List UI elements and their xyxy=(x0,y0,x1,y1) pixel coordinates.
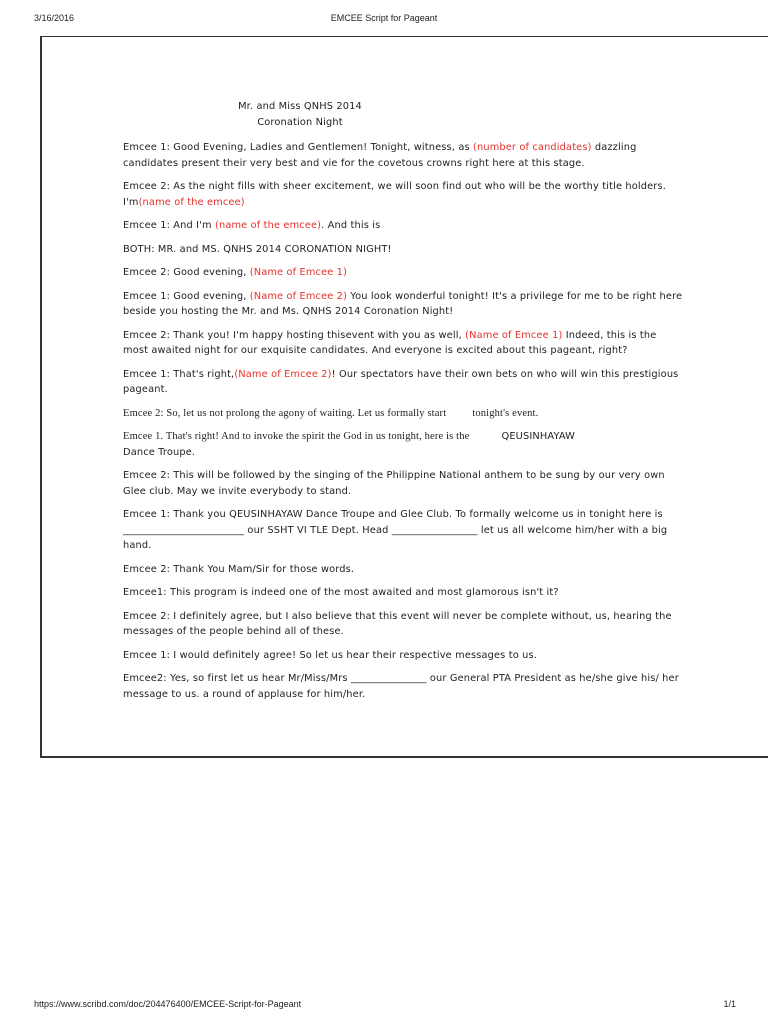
paragraph-text: Emcee 1: That's right, xyxy=(123,368,235,380)
script-paragraph: Emcee 2: This will be followed by the singing of the Philippine National anthem to be sung by our very own Glee club. May we invite everybody to stand. xyxy=(123,470,665,497)
paragraph-text: Emcee 2: As the night fills with sheer excitement, we will soon find out who will be the worthy title holders. I'm xyxy=(123,181,667,208)
document-title: Mr. and Miss QNHS 2014 xyxy=(238,101,362,112)
placeholder-text: (Name of Emcee 2) xyxy=(234,368,332,380)
print-page-number: 1/1 xyxy=(723,999,736,1009)
script-paragraph: Emcee 1: Thank you QEUSINHAYAW Dance Troupe and Glee Club. To formally welcome us in tonight here is ________________________ our SSHT VI TLE Dept. Head _________________ let us all welcome him/her with a big hand. xyxy=(123,509,668,551)
paragraph-text: Dance Troupe. xyxy=(123,446,196,458)
placeholder-text: (Name of Emcee 2) xyxy=(249,290,348,302)
document-subtitle: Coronation Night xyxy=(257,116,343,128)
paragraph-text: ! Our spectators have their own bets on who will win this prestigious pageant. xyxy=(123,368,679,395)
script-paragraph xyxy=(123,328,683,359)
paragraph-text: Emcee 1: And I'm xyxy=(123,220,215,231)
paragraph-text: Emcee 1: Good Evening, Ladies and Gentlemen! Tonight, witness, as xyxy=(123,142,473,153)
script-paragraph xyxy=(123,406,683,422)
script-paragraph: Emcee1: This program is indeed one of the most awaited and most glamorous isn't it? xyxy=(123,587,559,598)
placeholder-text: (name of the emcee) xyxy=(214,220,322,231)
script-paragraph xyxy=(123,140,683,171)
script-paragraph xyxy=(123,429,683,460)
placeholder-text: (number of candidates) xyxy=(473,142,592,153)
placeholder-text: (Name of Emcee 1) xyxy=(249,267,348,278)
print-header-title: EMCEE Script for Pageant xyxy=(330,13,438,23)
paragraph-text: Emcee 2: So, let us not prolong the agony of waiting. Let us formally start xyxy=(123,407,447,419)
paragraph-text: Indeed, this is the most awaited night for our exquisite candidates. And everyone is excited about this pageant, right? xyxy=(123,329,657,356)
paragraph-text: Emcee 1: Good evening, xyxy=(123,290,250,302)
script-paragraph: Emcee 1: I would definitely agree! So let us hear their respective messages to us. xyxy=(123,649,537,661)
script-paragraph: Emcee 2: Thank You Mam/Sir for those words. xyxy=(123,563,355,575)
paragraph-text: You look wonderful tonight! It's a privilege for me to be right here beside you hosting the Mr. and Ms. QNHS 2014 Coronation Night! xyxy=(123,290,683,317)
document-content xyxy=(123,99,683,710)
script-paragraph xyxy=(123,218,683,234)
script-paragraph xyxy=(123,179,683,210)
paragraph-text: dazzling candidates present their very best and vie for the covetous crowns right here at this stage. xyxy=(123,142,637,169)
paragraph-text: tonight's event. xyxy=(472,407,539,419)
placeholder-text: (name of the emcee) xyxy=(138,196,245,208)
print-date: 3/16/2016 xyxy=(34,13,75,23)
script-paragraph xyxy=(123,289,683,320)
script-paragraph: Emcee2: Yes, so first let us hear Mr/Miss/Mrs _______________ our General PTA President as he/she give his/ her message to us. a round of applause for him/her. xyxy=(123,673,679,700)
script-paragraph: Emcee 2: I definitely agree, but I also believe that this event will never be complete without, us, hearing the messages of the people behind all of these. xyxy=(123,610,672,637)
paragraph-text: Emcee 1. That's right! And to invoke the spirit the God in us tonight, here is the xyxy=(123,431,470,442)
print-footer-url: https://www.scribd.com/doc/204476400/EMCEE-Script-for-Pageant xyxy=(34,999,302,1009)
paragraph-text: Emcee 2: Thank you! I'm happy hosting thisevent with you as well, xyxy=(123,329,466,341)
paragraph-text: QEUSINHAYAW xyxy=(501,431,575,442)
placeholder-text: (Name of Emcee 1) xyxy=(465,329,563,341)
script-paragraph: BOTH: MR. and MS. QNHS 2014 CORONATION NIGHT! xyxy=(123,243,392,255)
script-paragraph xyxy=(123,367,683,398)
script-paragraph xyxy=(123,265,683,281)
paragraph-text: . And this is xyxy=(321,220,381,231)
paragraph-text: Emcee 2: Good evening, xyxy=(123,267,250,278)
